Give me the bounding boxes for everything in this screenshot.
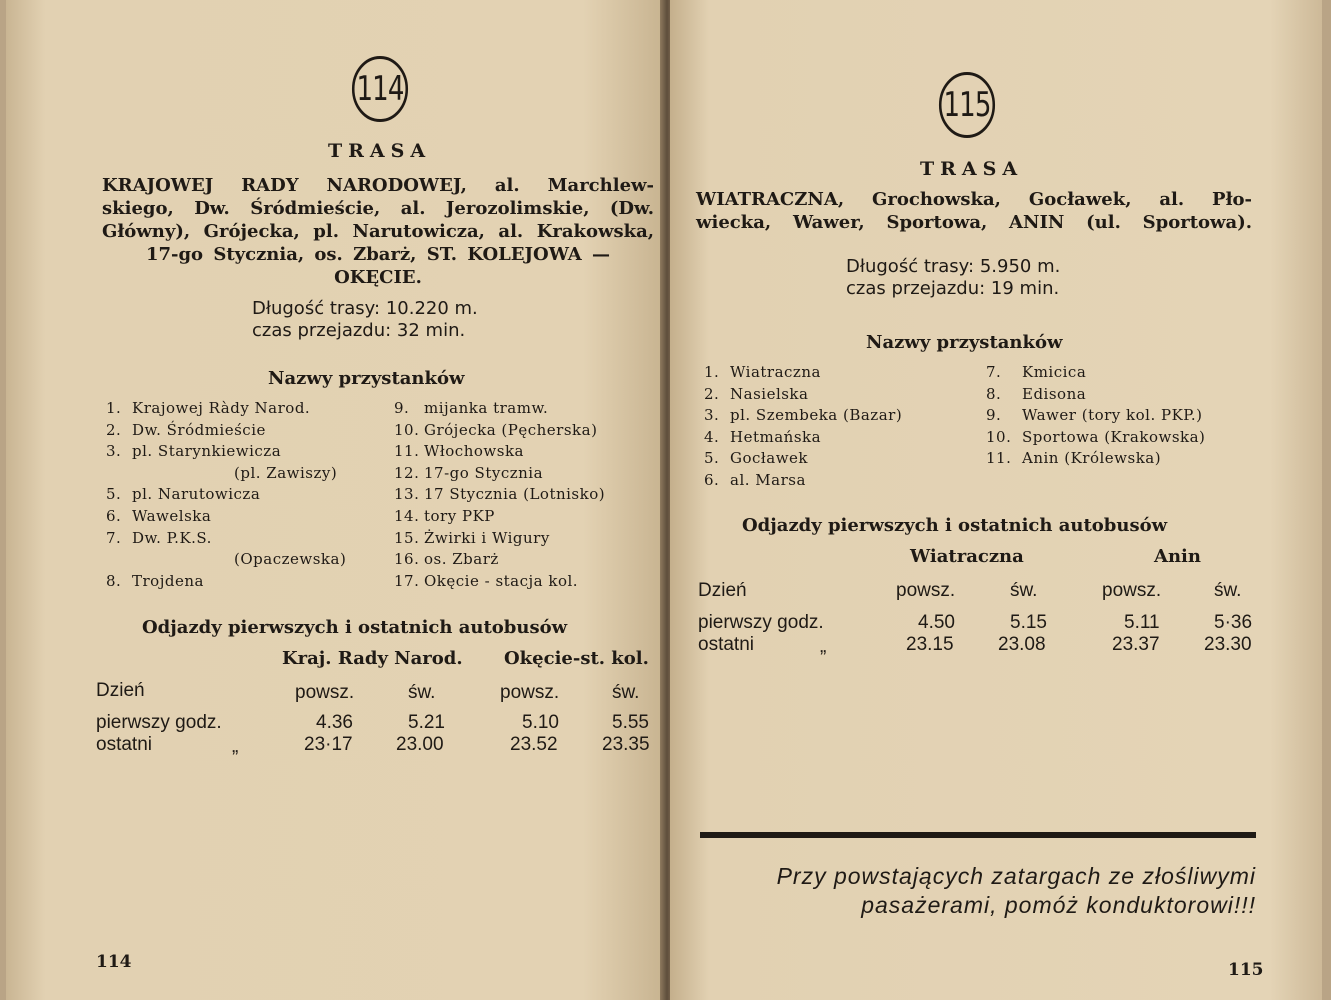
page-number: 114: [96, 952, 132, 972]
holiday-label: św.: [612, 682, 640, 703]
page-number: 115: [1228, 960, 1264, 980]
stop-item: 10. Sportowa (Krakowska): [986, 427, 1206, 446]
stop-item: 12. 17-go Stycznia: [394, 463, 544, 482]
route-line: Główny), Grójecka, pl. Narutowicza, al. Krakowska,: [102, 221, 654, 242]
stop-item: (Opaczewska): [234, 550, 347, 569]
time-cell: 4.50: [918, 612, 955, 633]
route-line: 17-go Stycznia, os. Zbarż, ST. KOLEJOWA —: [145, 244, 611, 265]
last-label: ostatni: [96, 734, 152, 755]
trasa-heading: TRASA: [920, 158, 1024, 180]
ditto-mark: „: [232, 736, 239, 757]
route-description: [102, 174, 654, 289]
note-line: pasażerami, pomóż konduktorowi!!!: [861, 892, 1256, 918]
travel-time: czas przejazdu: 19 min.: [846, 278, 1060, 299]
stop-item: 3. pl. Szembeka (Bazar): [704, 406, 903, 425]
stop-item: 6. al. Marsa: [704, 470, 806, 489]
time-cell: 5.55: [612, 712, 649, 733]
stop-item: 14. tory PKP: [394, 506, 495, 525]
weekday-label: powsz.: [295, 682, 355, 703]
stop-item: 11. Włochowska: [394, 442, 524, 461]
time-cell: 23·17: [304, 734, 353, 755]
stop-item: 2. Dw. Śródmieście: [106, 420, 266, 439]
stop-item: 6. Wawelska: [106, 506, 212, 525]
time-cell: 23.52: [510, 734, 558, 755]
passenger-note: [690, 862, 1256, 920]
stop-item: 8. Trojdena: [106, 571, 204, 590]
departures-table: [6, 648, 662, 758]
stop-item: 15. Żwirki i Wigury: [394, 528, 550, 547]
stop-item: 1. Wiatraczna: [704, 363, 821, 381]
separator-rule: [700, 832, 1256, 838]
terminal-a: Wiatraczna: [910, 546, 1024, 567]
stop-item: 10. Grójecka (Pęcherska): [394, 420, 598, 439]
travel-time: czas przejazdu: 32 min.: [252, 320, 466, 341]
route-line: KRAJOWEJ RADY NARODOWEJ, al. Marchlew-: [102, 175, 654, 196]
stop-item: 9. Wawer (tory kol. PKP.): [986, 406, 1203, 425]
stop-item: 3. pl. Starynkiewicza: [106, 442, 282, 461]
terminal-a: Kraj. Rady Narod.: [282, 648, 463, 669]
stops-heading: Nazwy przystanków: [268, 368, 465, 389]
first-label: pierwszy godz.: [96, 712, 222, 733]
route-line: WIATRACZNA, Grochowska, Gocławek, al. Pło-: [696, 189, 1252, 210]
time-cell: 23.00: [396, 734, 444, 755]
stop-item: (pl. Zawiszy): [234, 463, 338, 482]
departures-heading: Odjazdy pierwszych i ostatnich autobusów: [142, 617, 568, 638]
terminal-b: Okęcie-st. kol.: [504, 648, 649, 669]
stop-item: 7. Kmicica: [986, 363, 1087, 381]
route-number-badge: [352, 56, 408, 122]
stop-item: 13. 17 Stycznia (Lotnisko): [394, 485, 606, 504]
weekday-label: powsz.: [500, 682, 560, 703]
note-line: Przy powstających zatargach ze złośliwymi: [776, 863, 1256, 889]
stops-column-1: [106, 398, 346, 592]
first-label: pierwszy godz.: [698, 612, 824, 633]
holiday-label: św.: [1010, 580, 1038, 601]
route-line: OKĘCIE.: [334, 267, 422, 288]
route-number-badge: [939, 72, 995, 138]
route-line: skiego, Dw. Śródmieście, al. Jerozolimskie, (Dw.: [102, 198, 654, 219]
stop-item: 5. pl. Narutowicza: [106, 485, 261, 504]
time-cell: 5.15: [1010, 612, 1047, 633]
time-cell: 23.15: [906, 634, 954, 655]
left-page: [6, 0, 662, 1000]
stop-item: 9. mijanka tramw.: [394, 399, 549, 417]
departures-heading: Odjazdy pierwszych i ostatnich autobusów: [742, 515, 1168, 536]
time-cell: 23.35: [602, 734, 650, 755]
weekday-label: powsz.: [1102, 580, 1162, 601]
stops-column-1: [704, 362, 902, 492]
time-cell: 23.37: [1112, 634, 1160, 655]
route-length: Długość trasy: 5.950 m.: [846, 256, 1061, 277]
day-label: Dzień: [698, 580, 747, 601]
stop-item: 16. os. Zbarż: [394, 550, 499, 569]
route-length: Długość trasy: 10.220 m.: [252, 298, 478, 319]
stops-column-2: [986, 362, 1205, 470]
time-cell: 4.36: [316, 712, 353, 733]
time-cell: 23.08: [998, 634, 1046, 655]
holiday-label: św.: [408, 682, 436, 703]
stop-item: 7. Dw. P.K.S.: [106, 528, 212, 547]
stop-item: 4. Hetmańska: [704, 427, 822, 446]
time-cell: 5·36: [1214, 612, 1253, 633]
stops-column-2: [394, 398, 605, 592]
ditto-mark: „: [820, 636, 827, 657]
route-number: 114: [356, 69, 404, 109]
stop-item: 8. Edisona: [986, 384, 1087, 403]
stop-item: 1. Krajowej Ràdy Narod.: [106, 399, 311, 417]
departures-table: [670, 546, 1322, 656]
time-cell: 5.21: [408, 712, 445, 733]
stop-item: 2. Nasielska: [704, 384, 809, 403]
holiday-label: św.: [1214, 580, 1242, 601]
time-cell: 23.30: [1204, 634, 1252, 655]
time-cell: 5.11: [1124, 612, 1160, 633]
trasa-heading: TRASA: [328, 140, 432, 162]
terminal-b: Anin: [1154, 546, 1201, 567]
route-line: wiecka, Wawer, Sportowa, ANIN (ul. Sportowa).: [696, 212, 1252, 233]
route-number: 115: [943, 85, 991, 125]
route-description: [696, 188, 1252, 234]
stops-heading: Nazwy przystanków: [866, 332, 1063, 353]
last-label: ostatni: [698, 634, 754, 655]
stop-item: 5. Gocławek: [704, 449, 809, 468]
stop-item: 11. Anin (Królewska): [986, 449, 1162, 468]
stop-item: 17. Okęcie - stacja kol.: [394, 571, 579, 590]
right-page: [670, 0, 1322, 1000]
time-cell: 5.10: [522, 712, 559, 733]
day-label: Dzień: [96, 680, 145, 701]
weekday-label: powsz.: [896, 580, 956, 601]
